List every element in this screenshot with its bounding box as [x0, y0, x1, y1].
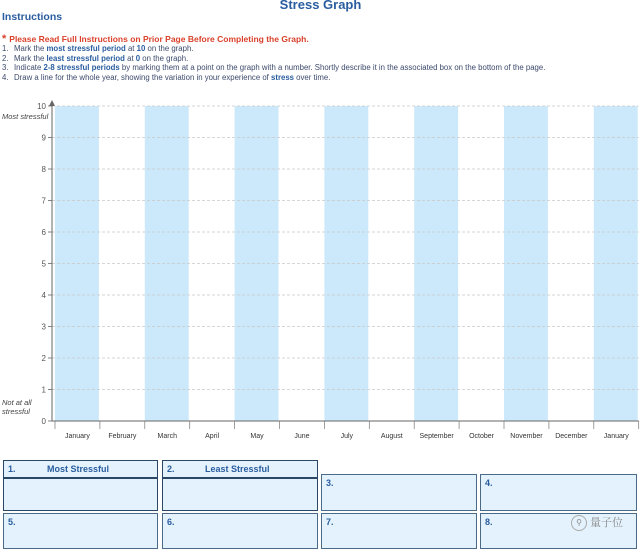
- box-8[interactable]: 8.: [480, 513, 637, 549]
- box-7[interactable]: 7.: [321, 513, 477, 549]
- y-tick-label: 8: [41, 165, 46, 174]
- instruction-steps: [2, 44, 545, 82]
- y-bottom-label: Not at all stressful: [2, 398, 32, 416]
- step-item: 1. Mark the most stressful period at 10 on the graph.: [2, 44, 194, 53]
- shaded-month-column: [235, 106, 279, 421]
- page-title: Stress Graph: [279, 0, 362, 12]
- y-tick-label: 9: [41, 133, 46, 143]
- y-tick-label: 10: [37, 102, 46, 111]
- box-4[interactable]: 4.: [480, 474, 637, 511]
- x-tick-label: April: [205, 433, 220, 440]
- asterisk-icon: *: [2, 33, 7, 45]
- y-tick-label: 0: [41, 417, 46, 426]
- box-1-header: 1. Most Stressful: [3, 460, 158, 478]
- x-tick-label: November: [510, 433, 543, 440]
- step-item: 3. Indicate 2-8 stressful periods by marking them at a point on the graph with a number. Shortly describe it in the associated box on the bottom of the page.: [2, 63, 546, 73]
- x-tick-label: July: [340, 433, 354, 440]
- x-tick-label: August: [380, 433, 403, 440]
- x-tick-label: May: [250, 433, 264, 440]
- watermark: [571, 514, 623, 531]
- shaded-month-column: [594, 106, 638, 421]
- y-tick-label: 5: [41, 259, 46, 269]
- box-2-header: 2. Least Stressful: [162, 460, 318, 478]
- y-top-label: Most stressful: [2, 112, 49, 121]
- stress-graph[interactable]: [0, 98, 641, 443]
- y-tick-label: 4: [41, 291, 46, 300]
- instructions-heading: Instructions: [2, 11, 63, 23]
- x-tick-label: October: [469, 433, 495, 440]
- x-tick-label: June: [294, 433, 310, 440]
- box-3[interactable]: 3.: [321, 474, 477, 511]
- box-1-input[interactable]: [3, 478, 158, 511]
- watermark-logo-icon: ⚲: [571, 515, 587, 531]
- y-tick-label: 7: [41, 196, 46, 206]
- x-tick-label: September: [419, 433, 454, 440]
- x-tick-label: February: [108, 433, 137, 440]
- shaded-month-column: [504, 106, 548, 421]
- y-axis-arrow-icon: [49, 100, 55, 106]
- step-item: 4. Draw a line for the whole year, showing the variation in your experience of stress over time.: [2, 72, 331, 82]
- shaded-month-column: [324, 106, 368, 421]
- x-tick-label: December: [555, 433, 588, 440]
- x-tick-label: March: [157, 433, 177, 440]
- x-tick-label: January: [64, 433, 90, 440]
- box-2-input[interactable]: [162, 478, 318, 511]
- y-tick-label: 2: [41, 354, 46, 363]
- box-5[interactable]: 5.: [3, 513, 158, 549]
- warning-text: Please Read Full Instructions on Prior Page Before Completing the Graph.: [9, 34, 309, 44]
- box-6[interactable]: 6.: [162, 513, 318, 549]
- step-item: 2. Mark the least stressful period at 0 on the graph.: [2, 53, 189, 63]
- x-tick-label: January: [603, 433, 629, 440]
- y-tick-label: 1: [41, 385, 46, 395]
- y-tick-label: 6: [41, 228, 46, 237]
- y-tick-label: 3: [41, 322, 46, 332]
- watermark-text: 量子位: [590, 516, 623, 529]
- shaded-month-column: [414, 106, 458, 421]
